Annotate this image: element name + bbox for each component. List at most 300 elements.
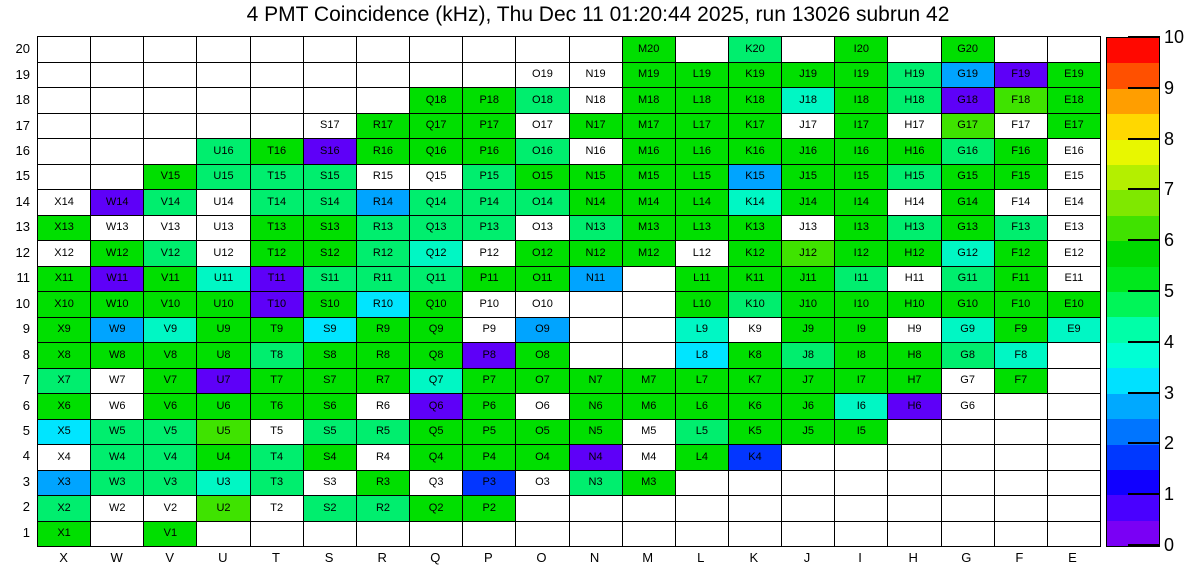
grid-cell: U15 bbox=[197, 165, 249, 190]
grid-cell: X3 bbox=[38, 471, 90, 496]
y-axis-tick-label: 3 bbox=[22, 473, 30, 489]
y-axis-tick-label: 5 bbox=[22, 422, 30, 438]
x-axis-tick-label: G bbox=[961, 550, 972, 565]
grid-cell-empty bbox=[676, 496, 728, 521]
colorbar-tick-label: 6 bbox=[1164, 230, 1175, 251]
grid-cell-empty bbox=[888, 420, 940, 445]
grid-cell-empty bbox=[835, 496, 887, 521]
grid-cell: X9 bbox=[38, 318, 90, 343]
grid-cell: S16 bbox=[304, 139, 356, 164]
grid-cell-empty bbox=[38, 63, 90, 88]
grid-cell: U9 bbox=[197, 318, 249, 343]
grid-cell: U13 bbox=[197, 216, 249, 241]
grid-cell: P15 bbox=[463, 165, 515, 190]
grid-cell: J13 bbox=[782, 216, 834, 241]
grid-cell-empty bbox=[463, 37, 515, 62]
heatmap-grid bbox=[37, 36, 1101, 547]
grid-cell-empty bbox=[623, 343, 675, 368]
grid-cell: R17 bbox=[357, 114, 409, 139]
grid-cell: U14 bbox=[197, 190, 249, 215]
x-axis-tick-label: F bbox=[1015, 550, 1024, 565]
grid-cell-empty bbox=[91, 522, 143, 547]
grid-cell: R3 bbox=[357, 471, 409, 496]
grid-cell-empty bbox=[623, 496, 675, 521]
colorbar-tick bbox=[1128, 392, 1160, 394]
grid-cell: F9 bbox=[995, 318, 1047, 343]
grid-cell: Q15 bbox=[410, 165, 462, 190]
colorbar-tick bbox=[1128, 87, 1160, 89]
grid-cell: L14 bbox=[676, 190, 728, 215]
grid-cell: F13 bbox=[995, 216, 1047, 241]
grid-cell: O6 bbox=[516, 394, 568, 419]
grid-cell: T8 bbox=[251, 343, 303, 368]
grid-cell: H14 bbox=[888, 190, 940, 215]
grid-cell: O10 bbox=[516, 292, 568, 317]
grid-cell-empty bbox=[304, 37, 356, 62]
colorbar-tick bbox=[1128, 188, 1160, 190]
grid-cell-empty bbox=[995, 522, 1047, 547]
y-axis-tick-label: 14 bbox=[15, 193, 30, 209]
grid-cell: T11 bbox=[251, 267, 303, 292]
grid-cell: J5 bbox=[782, 420, 834, 445]
grid-cell-empty bbox=[1048, 471, 1100, 496]
grid-cell: I18 bbox=[835, 88, 887, 113]
grid-cell-empty bbox=[995, 471, 1047, 496]
colorbar-tick bbox=[1128, 493, 1160, 495]
grid-cell: E13 bbox=[1048, 216, 1100, 241]
grid-cell: V13 bbox=[144, 216, 196, 241]
grid-cell-empty bbox=[304, 63, 356, 88]
grid-cell: T14 bbox=[251, 190, 303, 215]
grid-cell: J17 bbox=[782, 114, 834, 139]
grid-cell-empty bbox=[729, 496, 781, 521]
grid-cell: R14 bbox=[357, 190, 409, 215]
grid-cell: I7 bbox=[835, 369, 887, 394]
grid-cell-empty bbox=[410, 63, 462, 88]
grid-cell: S3 bbox=[304, 471, 356, 496]
grid-cell: R16 bbox=[357, 139, 409, 164]
grid-cell-empty bbox=[623, 318, 675, 343]
grid-cell-empty bbox=[1048, 394, 1100, 419]
grid-cell: S10 bbox=[304, 292, 356, 317]
grid-cell: I5 bbox=[835, 420, 887, 445]
grid-cell-empty bbox=[251, 522, 303, 547]
grid-cell: H7 bbox=[888, 369, 940, 394]
grid-cell: L19 bbox=[676, 63, 728, 88]
grid-cell: J14 bbox=[782, 190, 834, 215]
grid-cell: G8 bbox=[942, 343, 994, 368]
grid-cell: I6 bbox=[835, 394, 887, 419]
colorbar-band bbox=[1107, 190, 1159, 215]
grid-cell: T10 bbox=[251, 292, 303, 317]
grid-cell: I16 bbox=[835, 139, 887, 164]
grid-cell: G17 bbox=[942, 114, 994, 139]
grid-cell: U2 bbox=[197, 496, 249, 521]
grid-cell-empty bbox=[888, 522, 940, 547]
grid-cell: K15 bbox=[729, 165, 781, 190]
grid-cell: S8 bbox=[304, 343, 356, 368]
grid-cell-empty bbox=[357, 88, 409, 113]
grid-cell-empty bbox=[197, 114, 249, 139]
grid-cell: R10 bbox=[357, 292, 409, 317]
colorbar-tick bbox=[1128, 290, 1160, 292]
grid-cell: J10 bbox=[782, 292, 834, 317]
grid-cell-empty bbox=[782, 37, 834, 62]
grid-cell-empty bbox=[942, 420, 994, 445]
grid-cell-empty bbox=[888, 471, 940, 496]
grid-cell: K16 bbox=[729, 139, 781, 164]
colorbar-band bbox=[1107, 445, 1159, 470]
grid-cell: S5 bbox=[304, 420, 356, 445]
grid-cell: G15 bbox=[942, 165, 994, 190]
grid-cell: I11 bbox=[835, 267, 887, 292]
grid-cell: Q9 bbox=[410, 318, 462, 343]
y-axis-tick-label: 12 bbox=[15, 244, 30, 260]
grid-cell-empty bbox=[144, 139, 196, 164]
grid-cell: K19 bbox=[729, 63, 781, 88]
grid-cell-empty bbox=[357, 63, 409, 88]
x-axis-tick-label: K bbox=[749, 550, 759, 565]
grid-cell: M16 bbox=[623, 139, 675, 164]
y-axis-tick-label: 17 bbox=[15, 117, 30, 133]
grid-cell: F19 bbox=[995, 63, 1047, 88]
x-axis-tick-label: L bbox=[697, 550, 705, 565]
grid-cell: U5 bbox=[197, 420, 249, 445]
grid-cell: T16 bbox=[251, 139, 303, 164]
grid-cell: N7 bbox=[570, 369, 622, 394]
x-axis-tick-label: E bbox=[1068, 550, 1077, 565]
grid-cell: F12 bbox=[995, 241, 1047, 266]
grid-cell: Q5 bbox=[410, 420, 462, 445]
grid-cell-empty bbox=[197, 63, 249, 88]
grid-cell-empty bbox=[1048, 420, 1100, 445]
grid-cell: T12 bbox=[251, 241, 303, 266]
grid-cell: P12 bbox=[463, 241, 515, 266]
grid-cell-empty bbox=[835, 471, 887, 496]
grid-cell: W6 bbox=[91, 394, 143, 419]
grid-cell: P2 bbox=[463, 496, 515, 521]
grid-cell: N13 bbox=[570, 216, 622, 241]
grid-cell: L9 bbox=[676, 318, 728, 343]
grid-cell: V15 bbox=[144, 165, 196, 190]
grid-cell: N3 bbox=[570, 471, 622, 496]
grid-cell: F15 bbox=[995, 165, 1047, 190]
grid-cell: V5 bbox=[144, 420, 196, 445]
grid-cell: S14 bbox=[304, 190, 356, 215]
grid-cell: M3 bbox=[623, 471, 675, 496]
grid-cell-empty bbox=[304, 88, 356, 113]
grid-cell-empty bbox=[357, 37, 409, 62]
grid-cell: H10 bbox=[888, 292, 940, 317]
grid-cell-empty bbox=[38, 37, 90, 62]
grid-cell-empty bbox=[251, 88, 303, 113]
grid-cell-empty bbox=[995, 37, 1047, 62]
grid-cell-empty bbox=[995, 496, 1047, 521]
grid-cell: S2 bbox=[304, 496, 356, 521]
colorbar-band bbox=[1107, 495, 1159, 520]
grid-cell: Q13 bbox=[410, 216, 462, 241]
grid-cell: H13 bbox=[888, 216, 940, 241]
grid-cell-empty bbox=[463, 522, 515, 547]
colorbar-tick bbox=[1128, 239, 1160, 241]
colorbar-tick bbox=[1128, 138, 1160, 140]
grid-cell: Q11 bbox=[410, 267, 462, 292]
grid-cell: M19 bbox=[623, 63, 675, 88]
grid-cell: T6 bbox=[251, 394, 303, 419]
grid-cell: W3 bbox=[91, 471, 143, 496]
colorbar-band bbox=[1107, 343, 1159, 368]
grid-cell: H9 bbox=[888, 318, 940, 343]
grid-cell: K8 bbox=[729, 343, 781, 368]
grid-cell: O3 bbox=[516, 471, 568, 496]
grid-cell: V10 bbox=[144, 292, 196, 317]
grid-cell: V11 bbox=[144, 267, 196, 292]
grid-cell: R13 bbox=[357, 216, 409, 241]
grid-cell-empty bbox=[357, 522, 409, 547]
grid-cell-empty bbox=[91, 114, 143, 139]
grid-cell: M4 bbox=[623, 445, 675, 470]
grid-cell: X8 bbox=[38, 343, 90, 368]
grid-cell: G13 bbox=[942, 216, 994, 241]
grid-cell: T7 bbox=[251, 369, 303, 394]
grid-cell: Q3 bbox=[410, 471, 462, 496]
grid-cell: H6 bbox=[888, 394, 940, 419]
grid-cell: U12 bbox=[197, 241, 249, 266]
grid-cell: K18 bbox=[729, 88, 781, 113]
grid-cell-empty bbox=[91, 139, 143, 164]
grid-cell: J9 bbox=[782, 318, 834, 343]
grid-cell: I9 bbox=[835, 318, 887, 343]
grid-cell-empty bbox=[570, 292, 622, 317]
grid-cell: L8 bbox=[676, 343, 728, 368]
colorbar-tick bbox=[1128, 544, 1160, 546]
grid-cell: P7 bbox=[463, 369, 515, 394]
chart-title: 4 PMT Coincidence (kHz), Thu Dec 11 01:20:44 2025, run 13026 subrun 42 bbox=[246, 3, 950, 26]
grid-cell: V12 bbox=[144, 241, 196, 266]
grid-cell: F17 bbox=[995, 114, 1047, 139]
grid-cell: O13 bbox=[516, 216, 568, 241]
grid-cell: J12 bbox=[782, 241, 834, 266]
grid-cell: U8 bbox=[197, 343, 249, 368]
grid-cell: W10 bbox=[91, 292, 143, 317]
grid-cell: M5 bbox=[623, 420, 675, 445]
colorbar-tick-label: 9 bbox=[1164, 77, 1175, 98]
grid-cell: R6 bbox=[357, 394, 409, 419]
grid-cell: O12 bbox=[516, 241, 568, 266]
grid-cell: N11 bbox=[570, 267, 622, 292]
grid-cell: Q14 bbox=[410, 190, 462, 215]
y-axis-tick-label: 6 bbox=[22, 397, 30, 413]
grid-cell: O18 bbox=[516, 88, 568, 113]
grid-cell: J7 bbox=[782, 369, 834, 394]
x-axis-tick-label: X bbox=[59, 550, 68, 565]
grid-cell: P13 bbox=[463, 216, 515, 241]
colorbar-band bbox=[1107, 165, 1159, 190]
grid-cell-empty bbox=[1048, 343, 1100, 368]
y-axis-tick-label: 1 bbox=[22, 524, 30, 540]
grid-cell: G7 bbox=[942, 369, 994, 394]
grid-cell: W14 bbox=[91, 190, 143, 215]
grid-cell: Q2 bbox=[410, 496, 462, 521]
y-axis-tick-label: 20 bbox=[15, 41, 30, 57]
colorbar-band bbox=[1107, 419, 1159, 444]
grid-cell: S7 bbox=[304, 369, 356, 394]
grid-cell: K6 bbox=[729, 394, 781, 419]
grid-cell: R7 bbox=[357, 369, 409, 394]
grid-cell: O4 bbox=[516, 445, 568, 470]
grid-cell-empty bbox=[251, 63, 303, 88]
y-axis-tick-label: 16 bbox=[15, 143, 30, 159]
grid-cell: E14 bbox=[1048, 190, 1100, 215]
grid-cell: P4 bbox=[463, 445, 515, 470]
grid-cell: E16 bbox=[1048, 139, 1100, 164]
grid-cell: O8 bbox=[516, 343, 568, 368]
grid-cell: E15 bbox=[1048, 165, 1100, 190]
grid-cell-empty bbox=[1048, 522, 1100, 547]
grid-cell: L13 bbox=[676, 216, 728, 241]
grid-cell: E19 bbox=[1048, 63, 1100, 88]
grid-cell: T2 bbox=[251, 496, 303, 521]
grid-cell: S13 bbox=[304, 216, 356, 241]
colorbar-band bbox=[1107, 114, 1159, 139]
grid-cell: N19 bbox=[570, 63, 622, 88]
grid-cell-empty bbox=[570, 496, 622, 521]
grid-cell-empty bbox=[676, 471, 728, 496]
grid-cell: N12 bbox=[570, 241, 622, 266]
grid-cell: I14 bbox=[835, 190, 887, 215]
grid-cell-empty bbox=[463, 63, 515, 88]
grid-cell-empty bbox=[676, 37, 728, 62]
grid-cell: V3 bbox=[144, 471, 196, 496]
grid-cell-empty bbox=[251, 37, 303, 62]
grid-cell: G9 bbox=[942, 318, 994, 343]
grid-cell-empty bbox=[570, 343, 622, 368]
grid-cell: J18 bbox=[782, 88, 834, 113]
grid-cell-empty bbox=[942, 471, 994, 496]
colorbar-tick-label: 8 bbox=[1164, 128, 1175, 149]
y-axis-tick-label: 7 bbox=[22, 372, 30, 388]
colorbar-band bbox=[1107, 63, 1159, 88]
grid-cell: N15 bbox=[570, 165, 622, 190]
grid-cell: I8 bbox=[835, 343, 887, 368]
grid-cell: G6 bbox=[942, 394, 994, 419]
grid-cell: R11 bbox=[357, 267, 409, 292]
grid-cell: E17 bbox=[1048, 114, 1100, 139]
grid-cell-empty bbox=[197, 522, 249, 547]
grid-cell: O14 bbox=[516, 190, 568, 215]
x-axis-tick-label: P bbox=[484, 550, 493, 565]
grid-cell: G12 bbox=[942, 241, 994, 266]
grid-cell-empty bbox=[410, 37, 462, 62]
grid-cell-empty bbox=[91, 88, 143, 113]
grid-cell: M17 bbox=[623, 114, 675, 139]
grid-cell: I20 bbox=[835, 37, 887, 62]
grid-cell-empty bbox=[38, 88, 90, 113]
colorbar-band bbox=[1107, 89, 1159, 114]
grid-cell: N5 bbox=[570, 420, 622, 445]
grid-cell: T15 bbox=[251, 165, 303, 190]
grid-cell: H15 bbox=[888, 165, 940, 190]
grid-cell: I17 bbox=[835, 114, 887, 139]
grid-cell-empty bbox=[1048, 37, 1100, 62]
grid-cell: J6 bbox=[782, 394, 834, 419]
grid-cell: R4 bbox=[357, 445, 409, 470]
grid-cell: M15 bbox=[623, 165, 675, 190]
grid-cell-empty bbox=[782, 496, 834, 521]
grid-cell: S4 bbox=[304, 445, 356, 470]
colorbar-band bbox=[1107, 470, 1159, 495]
y-axis-tick-label: 4 bbox=[22, 448, 30, 464]
grid-cell-empty bbox=[91, 37, 143, 62]
grid-cell: K4 bbox=[729, 445, 781, 470]
grid-cell: N6 bbox=[570, 394, 622, 419]
grid-cell-empty bbox=[782, 471, 834, 496]
grid-cell: G18 bbox=[942, 88, 994, 113]
grid-cell: U7 bbox=[197, 369, 249, 394]
grid-cell: W7 bbox=[91, 369, 143, 394]
grid-cell: L15 bbox=[676, 165, 728, 190]
colorbar-tick-label: 4 bbox=[1164, 331, 1175, 352]
grid-cell: P9 bbox=[463, 318, 515, 343]
grid-cell: N18 bbox=[570, 88, 622, 113]
x-axis-tick-label: W bbox=[110, 550, 123, 565]
grid-cell: V1 bbox=[144, 522, 196, 547]
grid-cell: S9 bbox=[304, 318, 356, 343]
grid-cell: T9 bbox=[251, 318, 303, 343]
grid-cell: Q8 bbox=[410, 343, 462, 368]
grid-cell: I19 bbox=[835, 63, 887, 88]
x-axis-tick-label: O bbox=[536, 550, 547, 565]
grid-cell: M6 bbox=[623, 394, 675, 419]
grid-cell: P8 bbox=[463, 343, 515, 368]
grid-cell: R15 bbox=[357, 165, 409, 190]
x-axis-tick-label: J bbox=[803, 550, 811, 565]
grid-cell: V6 bbox=[144, 394, 196, 419]
grid-cell: V14 bbox=[144, 190, 196, 215]
grid-cell: Q16 bbox=[410, 139, 462, 164]
grid-cell-empty bbox=[304, 522, 356, 547]
grid-cell: S11 bbox=[304, 267, 356, 292]
grid-cell: M20 bbox=[623, 37, 675, 62]
grid-cell: H18 bbox=[888, 88, 940, 113]
colorbar-band bbox=[1107, 38, 1159, 63]
grid-cell: W12 bbox=[91, 241, 143, 266]
grid-cell-empty bbox=[144, 114, 196, 139]
grid-cell: U3 bbox=[197, 471, 249, 496]
x-axis-tick-label: U bbox=[218, 550, 228, 565]
x-axis-tick-label: R bbox=[377, 550, 387, 565]
x-axis-tick-label: S bbox=[324, 550, 334, 565]
grid-cell-empty bbox=[38, 139, 90, 164]
grid-cell: M18 bbox=[623, 88, 675, 113]
grid-cell: O16 bbox=[516, 139, 568, 164]
colorbar-tick-label: 3 bbox=[1164, 382, 1175, 403]
colorbar-band bbox=[1107, 292, 1159, 317]
grid-cell: F10 bbox=[995, 292, 1047, 317]
x-axis-tick-label: V bbox=[165, 550, 175, 565]
grid-cell-empty bbox=[410, 522, 462, 547]
grid-cell: U10 bbox=[197, 292, 249, 317]
grid-cell: L4 bbox=[676, 445, 728, 470]
grid-cell: N14 bbox=[570, 190, 622, 215]
grid-cell: Q4 bbox=[410, 445, 462, 470]
grid-cell: O17 bbox=[516, 114, 568, 139]
grid-cell: N17 bbox=[570, 114, 622, 139]
grid-cell: G11 bbox=[942, 267, 994, 292]
grid-cell-empty bbox=[516, 496, 568, 521]
grid-cell: I12 bbox=[835, 241, 887, 266]
grid-cell: G16 bbox=[942, 139, 994, 164]
